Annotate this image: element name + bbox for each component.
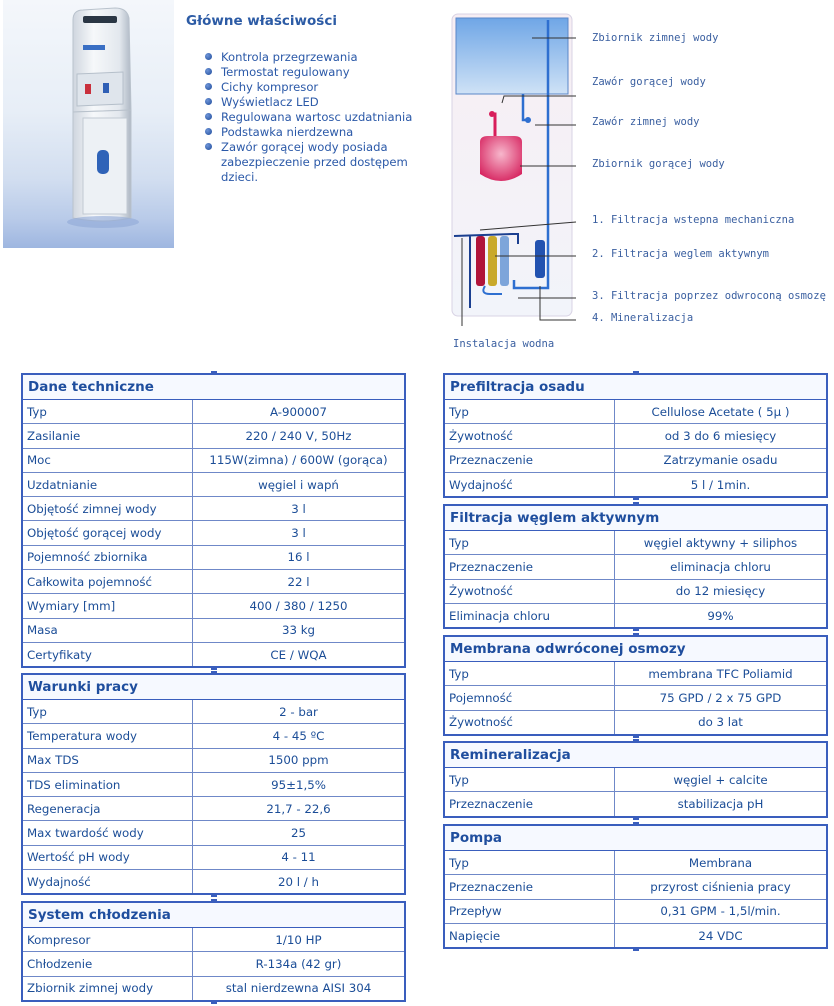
table-row bbox=[23, 472, 404, 496]
row-label: Napięcie bbox=[445, 923, 615, 947]
bullet-icon bbox=[205, 68, 212, 75]
row-value: 75 GPD / 2 x 75 GPD bbox=[615, 686, 827, 710]
row-label: Przepływ bbox=[445, 899, 615, 923]
bullet-icon bbox=[205, 53, 212, 60]
filter-2-icon bbox=[488, 236, 497, 286]
filtration-diagram bbox=[440, 8, 834, 353]
table-filtracja-weglem bbox=[443, 504, 828, 629]
table-pompa bbox=[443, 824, 828, 949]
table-warunki-pracy bbox=[21, 673, 406, 895]
table-row bbox=[23, 976, 404, 1000]
row-value: 16 l bbox=[193, 545, 405, 569]
label-filter-3: 3. Filtracja poprzez odwroconą osmozę bbox=[592, 290, 826, 302]
row-value: 99% bbox=[615, 603, 827, 627]
row-value: 20 l / h bbox=[193, 870, 405, 894]
label-filter-2: 2. Filtracja weglem aktywnym bbox=[592, 248, 770, 260]
hot-water-tank bbox=[480, 136, 522, 181]
table-row bbox=[23, 448, 404, 472]
row-value: 21,7 - 22,6 bbox=[193, 797, 405, 821]
row-value: do 3 lat bbox=[615, 710, 827, 734]
table-row bbox=[23, 594, 404, 618]
table-row bbox=[445, 555, 826, 579]
table-row bbox=[23, 400, 404, 424]
table-prefiltracja-osadu bbox=[443, 373, 828, 498]
feature-item bbox=[203, 125, 443, 140]
row-label: Certyfikaty bbox=[23, 642, 193, 666]
feature-item bbox=[203, 95, 443, 110]
table-row bbox=[23, 724, 404, 748]
row-label: Typ bbox=[23, 400, 193, 424]
label-cold-valve: Zawór zimnej wody bbox=[592, 116, 700, 128]
row-label: TDS elimination bbox=[23, 772, 193, 796]
row-value: eliminacja chloru bbox=[615, 555, 827, 579]
table-row bbox=[445, 851, 826, 875]
feature-item bbox=[203, 140, 443, 185]
section-title: Dane techniczne bbox=[23, 375, 404, 400]
row-label: Wydajność bbox=[23, 870, 193, 894]
feature-text: Zawór gorącej wody posiada zabezpieczenie przed dostępem dzieci. bbox=[221, 140, 408, 184]
section-title: Prefiltracja osadu bbox=[445, 375, 826, 400]
bullet-icon bbox=[205, 143, 212, 150]
row-label: Całkowita pojemność bbox=[23, 570, 193, 594]
table-row bbox=[23, 821, 404, 845]
row-label: Pojemność bbox=[445, 686, 615, 710]
feature-text: Kontrola przegrzewania bbox=[221, 50, 358, 64]
features-title: Główne właściwości bbox=[186, 13, 337, 29]
label-hot-valve: Zawór gorącej wody bbox=[592, 76, 706, 88]
row-value: 1500 ppm bbox=[193, 748, 405, 772]
row-label: Typ bbox=[445, 531, 615, 555]
table-membrana-osmozy bbox=[443, 635, 828, 736]
table-row bbox=[445, 923, 826, 947]
table-remineralizacja bbox=[443, 741, 828, 818]
row-value: węgiel aktywny + siliphos bbox=[643, 535, 798, 550]
row-value: 5 l / 1min. bbox=[615, 472, 827, 496]
feature-text: Cichy kompresor bbox=[221, 80, 319, 94]
section-title: Remineralizacja bbox=[445, 743, 826, 768]
table-row bbox=[23, 772, 404, 796]
table-row bbox=[23, 870, 404, 894]
row-label: Masa bbox=[23, 618, 193, 642]
table-row bbox=[23, 845, 404, 869]
table-row bbox=[445, 448, 826, 472]
section-title: Membrana odwróconej osmozy bbox=[445, 637, 826, 662]
row-value: 220 / 240 V, 50Hz bbox=[193, 424, 405, 448]
table-row bbox=[445, 768, 826, 792]
row-label: Typ bbox=[445, 662, 615, 686]
table-system-chlodzenia bbox=[21, 901, 406, 1002]
row-label: Objętość gorącej wody bbox=[23, 521, 193, 545]
row-value: stabilizacja pH bbox=[615, 792, 827, 816]
row-label: Temperatura wody bbox=[23, 724, 193, 748]
row-label: Pojemność zbiornika bbox=[23, 545, 193, 569]
row-label: Eliminacja chloru bbox=[445, 603, 615, 627]
section-title: Pompa bbox=[445, 826, 826, 851]
row-label: Max TDS bbox=[23, 748, 193, 772]
table-row bbox=[23, 952, 404, 976]
features-list bbox=[203, 50, 443, 185]
table-row bbox=[23, 497, 404, 521]
row-label: Zbiornik zimnej wody bbox=[23, 976, 193, 1000]
table-row bbox=[23, 618, 404, 642]
table-row bbox=[445, 424, 826, 448]
row-label: Typ bbox=[445, 851, 615, 875]
bullet-icon bbox=[205, 128, 212, 135]
feature-item bbox=[203, 80, 443, 95]
table-row bbox=[445, 710, 826, 734]
row-label: Żywotność bbox=[445, 579, 615, 603]
row-value: 95±1,5% bbox=[193, 772, 405, 796]
label-filter-4: 4. Mineralizacja bbox=[592, 312, 694, 324]
feature-text: Termostat regulowany bbox=[221, 65, 350, 79]
row-label: Przeznaczenie bbox=[445, 555, 615, 579]
table-row bbox=[445, 792, 826, 816]
table-row bbox=[445, 875, 826, 899]
section-title: Filtracja węglem aktywnym bbox=[445, 506, 826, 531]
table-row bbox=[445, 686, 826, 710]
row-value: węgiel i wapń bbox=[193, 472, 405, 496]
product-photo bbox=[3, 0, 174, 248]
row-value: 24 VDC bbox=[615, 923, 827, 947]
table-row bbox=[23, 928, 404, 952]
row-label: Objętość zimnej wody bbox=[23, 497, 193, 521]
table-row bbox=[23, 748, 404, 772]
row-label: Wertość pH wody bbox=[23, 845, 193, 869]
row-value: Zatrzymanie osadu bbox=[615, 448, 827, 472]
feature-item bbox=[203, 65, 443, 80]
row-label: Wymiary [mm] bbox=[23, 594, 193, 618]
bullet-icon bbox=[205, 98, 212, 105]
row-label: Przeznaczenie bbox=[445, 448, 615, 472]
row-value: Membrana bbox=[688, 855, 753, 870]
row-value: membrana TFC Poliamid bbox=[648, 666, 793, 681]
table-row bbox=[445, 899, 826, 923]
row-label: Kompresor bbox=[23, 928, 193, 952]
table-row bbox=[23, 521, 404, 545]
table-row bbox=[445, 579, 826, 603]
filter-4-icon bbox=[535, 240, 545, 278]
feature-text: Regulowana wartosc uzdatniania bbox=[221, 110, 413, 124]
feature-text: Podstawka nierdzewna bbox=[221, 125, 354, 139]
row-value: 33 kg bbox=[193, 618, 405, 642]
table-dane-techniczne bbox=[21, 373, 406, 668]
table-row bbox=[445, 472, 826, 496]
label-cold-tank: Zbiornik zimnej wody bbox=[592, 32, 719, 44]
table-row bbox=[445, 603, 826, 627]
table-row bbox=[23, 424, 404, 448]
row-value: A-900007 bbox=[269, 404, 328, 419]
row-label: Typ bbox=[445, 400, 615, 424]
row-label: Przeznaczenie bbox=[445, 875, 615, 899]
hot-valve-icon bbox=[489, 111, 495, 117]
row-value: R-134a (42 gr) bbox=[193, 952, 405, 976]
row-label: Typ bbox=[445, 768, 615, 792]
row-value: 2 - bar bbox=[279, 704, 318, 719]
row-value: 4 - 45 ºC bbox=[193, 724, 405, 748]
row-value: Cellulose Acetate ( 5µ ) bbox=[651, 404, 790, 419]
row-label: Przeznaczenie bbox=[445, 792, 615, 816]
water-dispenser-illustration bbox=[3, 0, 174, 248]
row-value: 3 l bbox=[193, 497, 405, 521]
row-label: Typ bbox=[23, 700, 193, 724]
row-value: 4 - 11 bbox=[193, 845, 405, 869]
cold-water-tank bbox=[456, 18, 568, 94]
row-label: Moc bbox=[23, 448, 193, 472]
bullet-icon bbox=[205, 113, 212, 120]
row-value: do 12 miesięcy bbox=[615, 579, 827, 603]
feature-item bbox=[203, 50, 443, 65]
row-value: 1/10 HP bbox=[275, 932, 322, 947]
row-value: CE / WQA bbox=[193, 642, 405, 666]
table-row bbox=[23, 570, 404, 594]
row-label: Wydajność bbox=[445, 472, 615, 496]
row-value: 22 l bbox=[193, 570, 405, 594]
row-label: Żywotność bbox=[445, 710, 615, 734]
filter-3-icon bbox=[500, 236, 509, 286]
row-value: przyrost ciśnienia pracy bbox=[615, 875, 827, 899]
row-value: 25 bbox=[193, 821, 405, 845]
row-value: 115W(zimna) / 600W (gorąca) bbox=[193, 448, 405, 472]
table-row bbox=[445, 531, 826, 555]
row-value: od 3 do 6 miesięcy bbox=[615, 424, 827, 448]
table-row bbox=[445, 400, 826, 424]
feature-item bbox=[203, 110, 443, 125]
label-water-supply: Instalacja wodna bbox=[453, 338, 555, 350]
section-title: Warunki pracy bbox=[23, 675, 404, 700]
label-hot-tank: Zbiornik gorącej wody bbox=[592, 158, 725, 170]
bullet-icon bbox=[205, 83, 212, 90]
table-row bbox=[23, 642, 404, 666]
filter-1-icon bbox=[476, 236, 485, 286]
row-value: węgiel + calcite bbox=[673, 772, 768, 787]
row-value: 400 / 380 / 1250 bbox=[193, 594, 405, 618]
row-label: Zasilanie bbox=[23, 424, 193, 448]
feature-text: Wyświetlacz LED bbox=[221, 95, 319, 109]
row-label: Max twardość wody bbox=[23, 821, 193, 845]
row-value: 0,31 GPM - 1,5l/min. bbox=[615, 899, 827, 923]
row-label: Żywotność bbox=[445, 424, 615, 448]
row-label: Chłodzenie bbox=[23, 952, 193, 976]
row-label: Regeneracja bbox=[23, 797, 193, 821]
row-value: stal nierdzewna AISI 304 bbox=[193, 976, 405, 1000]
table-row bbox=[23, 700, 404, 724]
table-row bbox=[445, 662, 826, 686]
label-filter-1: 1. Filtracja wstepna mechaniczna bbox=[592, 214, 795, 226]
table-row bbox=[23, 797, 404, 821]
section-title: System chłodzenia bbox=[23, 903, 404, 928]
cold-valve-icon bbox=[525, 117, 531, 123]
row-label: Uzdatnianie bbox=[23, 472, 193, 496]
table-row bbox=[23, 545, 404, 569]
row-value: 3 l bbox=[193, 521, 405, 545]
